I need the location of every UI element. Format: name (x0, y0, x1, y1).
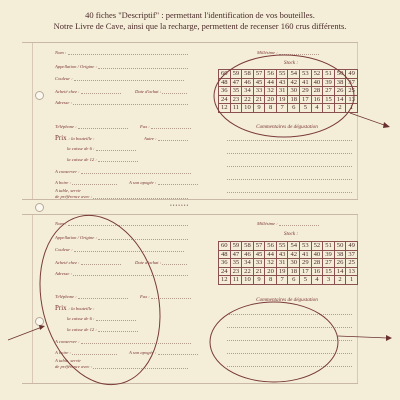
stock-cell[interactable]: 24 (219, 95, 231, 104)
stock-cell[interactable]: 47 (230, 250, 242, 259)
field-nom-2[interactable]: Nom : (55, 221, 188, 226)
field-preference-2[interactable]: de préférence avec : (55, 364, 188, 369)
field-conserver[interactable]: A conserver : (55, 169, 191, 174)
stock-cell[interactable]: 21 (253, 95, 265, 104)
stock-cell[interactable]: 11 (230, 104, 242, 113)
stock-cell[interactable]: 34 (242, 259, 254, 268)
field-appellation[interactable]: Appellation / Origine : (55, 64, 188, 69)
field-caisse-12-2[interactable]: la caisse de 12 : (67, 327, 138, 332)
intro-line-1: 40 fiches "Descriptif" : permettant l'identification de vos bouteilles. (85, 10, 315, 20)
stock-cell[interactable]: 37 (346, 78, 358, 87)
stock-cell[interactable]: 23 (230, 95, 242, 104)
field-preference[interactable]: de préférence avec : (55, 194, 188, 199)
stock-cell[interactable]: 20 (265, 95, 277, 104)
stock-cell[interactable]: 30 (288, 259, 300, 268)
stock-cell[interactable]: 31 (276, 87, 288, 96)
field-fax-2[interactable]: Fax : (140, 294, 191, 299)
field-date-achat-2[interactable]: Date d'achat : (135, 260, 187, 265)
field-achete-chez-2[interactable]: Acheté chez : (55, 260, 121, 265)
stock-cell[interactable]: 4 (311, 276, 323, 285)
stock-cell[interactable]: 49 (346, 242, 358, 251)
stock-cell[interactable]: 19 (276, 95, 288, 104)
stock-cell[interactable]: 31 (276, 259, 288, 268)
commentaires-label: Commentaires de dégustation (256, 124, 318, 130)
stock-cell[interactable]: 39 (323, 250, 335, 259)
stock-cell[interactable]: 52 (311, 242, 323, 251)
stock-cell[interactable]: 38 (334, 78, 346, 87)
field-servir-2: A table, servir (55, 358, 82, 363)
wine-card-1 (22, 42, 358, 200)
stock-row (219, 250, 358, 259)
stock-cell[interactable]: 57 (253, 242, 265, 251)
commentaires-label-2: Commentaires de dégustation (256, 297, 318, 303)
stock-cell[interactable]: 54 (288, 70, 300, 79)
stock-cell[interactable]: 54 (288, 242, 300, 251)
stock-cell[interactable]: 43 (276, 250, 288, 259)
stock-cell[interactable]: 41 (300, 250, 312, 259)
stock-cell[interactable]: 32 (265, 259, 277, 268)
stock-cell[interactable]: 53 (300, 242, 312, 251)
stock-cell[interactable]: 60 (219, 242, 231, 251)
stock-cell[interactable]: 46 (242, 250, 254, 259)
stock-cell[interactable]: 33 (253, 259, 265, 268)
arrow-head-stock (383, 122, 390, 128)
stock-cell[interactable]: 58 (242, 70, 254, 79)
stock-cell[interactable]: 42 (288, 78, 300, 87)
stock-cell[interactable]: 5 (300, 104, 312, 113)
stock-cell[interactable]: 22 (242, 95, 254, 104)
stock-cell[interactable]: 25 (346, 87, 358, 96)
field-achete-chez[interactable]: Acheté chez : (55, 89, 121, 94)
stock-cell[interactable]: 29 (300, 259, 312, 268)
stock-cell[interactable]: 34 (242, 87, 254, 96)
stock-cell[interactable]: 26 (334, 87, 346, 96)
field-telephone[interactable]: Téléphone : (55, 124, 128, 129)
stock-cell[interactable]: 58 (242, 242, 254, 251)
stock-cell[interactable]: 3 (323, 276, 335, 285)
field-caisse-12[interactable]: la caisse de 12 : (67, 157, 138, 162)
stock-cell[interactable]: 36 (219, 87, 231, 96)
stock-cell[interactable]: 13 (346, 267, 358, 276)
field-nom[interactable]: Nom : (55, 50, 188, 55)
field-couleur-2[interactable]: Couleur : (55, 247, 184, 252)
stock-cell[interactable]: 11 (230, 276, 242, 285)
stock-cell[interactable]: 6 (288, 276, 300, 285)
stock-cell[interactable]: 10 (242, 104, 254, 113)
stock-grid-2 (218, 241, 358, 285)
intro-line-2: Notre Livre de Cave, ainsi que la recharge, permettent de recenser 160 crus différents. (53, 21, 347, 31)
stock-cell[interactable]: 39 (323, 78, 335, 87)
stock-cell[interactable]: 56 (265, 242, 277, 251)
stock-cell[interactable]: 52 (311, 70, 323, 79)
stock-cell[interactable]: 3 (323, 104, 335, 113)
field-date-achat[interactable]: Date d'achat : (135, 89, 187, 94)
intro-text (0, 10, 400, 32)
stock-cell[interactable]: 48 (219, 78, 231, 87)
stock-cell[interactable]: 13 (346, 95, 358, 104)
stock-cell[interactable]: 14 (334, 95, 346, 104)
stock-cell[interactable]: 21 (253, 267, 265, 276)
stock-cell[interactable]: 55 (276, 70, 288, 79)
stock-cell[interactable]: 47 (230, 78, 242, 87)
stock-cell[interactable]: 44 (265, 78, 277, 87)
stock-cell[interactable]: 37 (346, 250, 358, 259)
stock-row (219, 87, 358, 96)
stock-cell[interactable]: 48 (219, 250, 231, 259)
stock-cell[interactable]: 49 (346, 70, 358, 79)
stock-cell[interactable]: 9 (253, 104, 265, 113)
stock-cell[interactable]: 35 (230, 259, 242, 268)
stock-row (219, 78, 358, 87)
stock-cell[interactable]: 12 (219, 276, 231, 285)
stock-cell[interactable]: 28 (311, 87, 323, 96)
stock-cell[interactable]: 18 (288, 95, 300, 104)
stock-cell[interactable]: 1 (346, 276, 358, 285)
binder-hole-2 (35, 203, 44, 212)
stock-cell[interactable]: 23 (230, 267, 242, 276)
field-prix[interactable]: Prix : la bouteille : (55, 134, 95, 142)
stock-cell[interactable]: 35 (230, 87, 242, 96)
field-appellation-2[interactable]: Appellation / Origine : (55, 235, 188, 240)
stock-label-2: Stock : (283, 231, 299, 237)
field-apogee[interactable]: A son apogée : (129, 180, 198, 185)
field-caisse-6[interactable]: la caisse de 6 : (67, 146, 136, 151)
field-adresse[interactable]: Adresse : (55, 100, 188, 105)
stock-cell[interactable]: 60 (219, 70, 231, 79)
stock-cell[interactable]: 40 (311, 78, 323, 87)
stock-row (219, 267, 358, 276)
stock-cell[interactable]: 26 (334, 259, 346, 268)
stock-cell[interactable]: 17 (300, 267, 312, 276)
stock-cell[interactable]: 30 (288, 87, 300, 96)
stock-cell[interactable]: 17 (300, 95, 312, 104)
stock-cell[interactable]: 53 (300, 70, 312, 79)
field-adresse-2[interactable]: Adresse : (55, 271, 188, 276)
stock-cell[interactable]: 42 (288, 250, 300, 259)
stock-cell[interactable]: 25 (346, 259, 358, 268)
stock-label: Stock : (283, 60, 299, 66)
stock-row (219, 242, 358, 251)
stock-cell[interactable]: 18 (288, 267, 300, 276)
stock-row (219, 70, 358, 79)
stock-cell[interactable]: 51 (323, 242, 335, 251)
stock-cell[interactable]: 28 (311, 259, 323, 268)
field-caisse-6-2[interactable]: la caisse de 6 : (67, 316, 136, 321)
field-boire-2[interactable]: A boire : (55, 350, 117, 355)
stock-cell[interactable]: 33 (253, 87, 265, 96)
field-conserver-2[interactable]: A conserver : (55, 339, 191, 344)
stock-cell[interactable]: 56 (265, 70, 277, 79)
stock-cell[interactable]: 10 (242, 276, 254, 285)
stock-cell[interactable]: 4 (311, 104, 323, 113)
wine-card-2 (22, 214, 358, 384)
field-telephone-2[interactable]: Téléphone : (55, 294, 128, 299)
field-boire[interactable]: A boire : (55, 180, 117, 185)
field-autre[interactable]: Autre : (144, 136, 188, 141)
stock-cell[interactable]: 59 (230, 242, 242, 251)
stock-cell[interactable]: 38 (334, 250, 346, 259)
field-servir: A table, servir (55, 188, 82, 193)
stock-cell[interactable]: 41 (300, 78, 312, 87)
separator-ornament: ••••••• (170, 204, 190, 209)
stock-cell[interactable]: 20 (265, 267, 277, 276)
field-millesime[interactable]: Millésime : (257, 50, 319, 55)
stock-cell[interactable]: 15 (323, 95, 335, 104)
stock-cell[interactable]: 57 (253, 70, 265, 79)
stock-cell[interactable]: 1 (346, 104, 358, 113)
stock-cell[interactable]: 2 (334, 104, 346, 113)
stock-cell[interactable]: 44 (265, 250, 277, 259)
stock-cell[interactable]: 46 (242, 78, 254, 87)
stock-cell[interactable]: 29 (300, 87, 312, 96)
field-fax[interactable]: Fax : (140, 124, 191, 129)
stock-cell[interactable]: 50 (334, 242, 346, 251)
stock-grid-1 (218, 69, 358, 113)
stock-cell[interactable]: 7 (276, 104, 288, 113)
stock-row (219, 104, 358, 113)
stock-cell[interactable]: 22 (242, 267, 254, 276)
stock-cell[interactable]: 36 (219, 259, 231, 268)
stock-row (219, 95, 358, 104)
stock-cell[interactable]: 45 (253, 78, 265, 87)
stock-cell[interactable]: 45 (253, 250, 265, 259)
stock-row (219, 276, 358, 285)
stock-cell[interactable]: 24 (219, 267, 231, 276)
stock-cell[interactable]: 5 (300, 276, 312, 285)
stock-cell[interactable]: 15 (323, 267, 335, 276)
stock-cell[interactable]: 12 (219, 104, 231, 113)
field-apogee-2[interactable]: A son apogée : (129, 350, 198, 355)
stock-cell[interactable]: 14 (334, 267, 346, 276)
stock-cell[interactable]: 2 (334, 276, 346, 285)
field-couleur[interactable]: Couleur : (55, 76, 184, 81)
stock-cell[interactable]: 27 (323, 259, 335, 268)
stock-cell[interactable]: 8 (265, 104, 277, 113)
stock-cell[interactable]: 50 (334, 70, 346, 79)
field-prix-2[interactable]: Prix : la bouteille : (55, 304, 95, 312)
stock-cell[interactable]: 9 (253, 276, 265, 285)
stock-cell[interactable]: 16 (311, 267, 323, 276)
stock-cell[interactable]: 8 (265, 276, 277, 285)
arrow-head-comments (386, 335, 392, 341)
stock-row (219, 259, 358, 268)
stock-cell[interactable]: 32 (265, 87, 277, 96)
field-millesime-2[interactable]: Millésime : (257, 221, 319, 226)
stock-cell[interactable]: 55 (276, 242, 288, 251)
stock-cell[interactable]: 51 (323, 70, 335, 79)
stock-cell[interactable]: 27 (323, 87, 335, 96)
stock-cell[interactable]: 7 (276, 276, 288, 285)
stock-cell[interactable]: 40 (311, 250, 323, 259)
stock-cell[interactable]: 59 (230, 70, 242, 79)
stock-cell[interactable]: 6 (288, 104, 300, 113)
stock-cell[interactable]: 19 (276, 267, 288, 276)
stock-cell[interactable]: 16 (311, 95, 323, 104)
stock-cell[interactable]: 43 (276, 78, 288, 87)
